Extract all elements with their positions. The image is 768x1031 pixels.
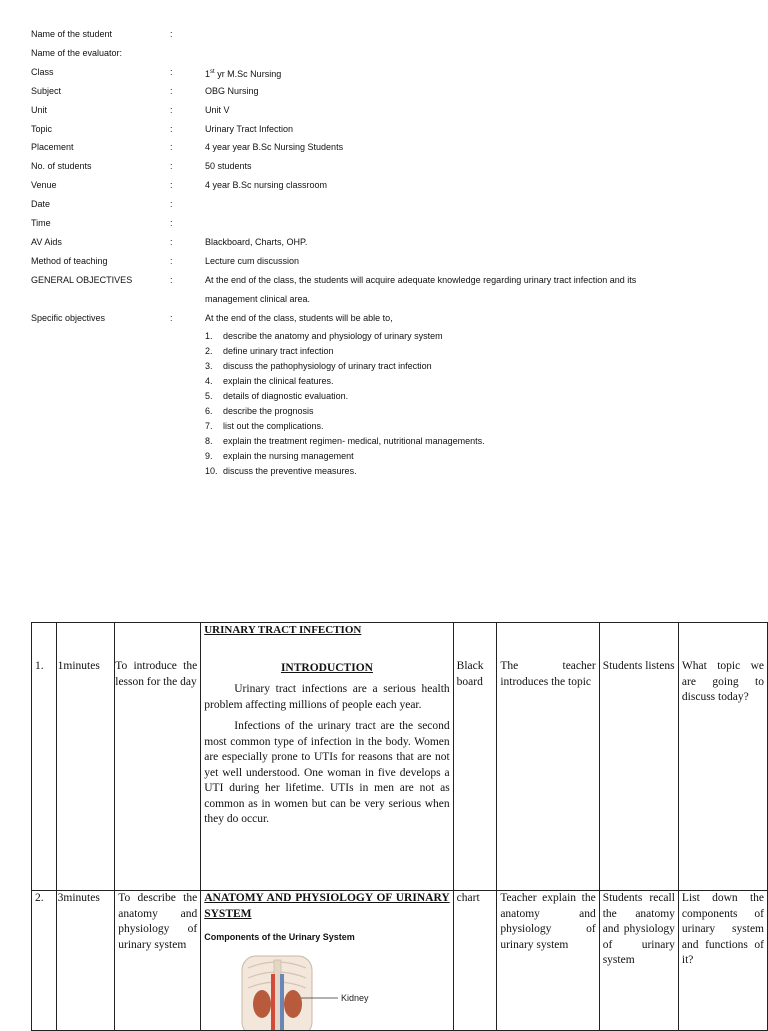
av-aid-cell: chart [453,891,497,1031]
objective-item: 9. explain the nursing management [205,451,354,461]
info-colon: : [170,142,173,152]
info-colon: : [170,275,173,285]
info-value: 4 year B.Sc nursing classroom [205,180,328,190]
info-colon: : [170,124,173,134]
evaluation-cell: What topic we are going to discuss today? [678,623,767,891]
teacher-activity-cell: Teacher explain the anatomy and physiology of urinary system [497,891,599,1031]
info-label: Method of teaching [31,256,108,266]
info-value-continued: management clinical area. [205,294,311,304]
figure-title: Components of the Urinary System [204,932,355,942]
info-value: Blackboard, Charts, OHP. [205,237,308,247]
objective-item: 6. describe the prognosis [205,406,314,416]
content-cell [201,891,453,1031]
urinary-system-figure [204,950,434,1030]
learner-activity-cell: Students listens [599,623,678,891]
right-kidney [284,990,302,1018]
section-heading: URINARY TRACT INFECTION [204,624,362,636]
objective-item: 10. discuss the preventive measures. [205,466,357,476]
info-colon: : [170,256,173,266]
objective-cell: To describe the anatomy and physiology of urinary system [115,891,201,1031]
info-label: AV Aids [31,237,62,247]
lesson-plan-table [31,622,768,1031]
info-value: At the end of the class, students will be able to, [205,313,393,323]
objective-item: 2. define urinary tract infection [205,346,334,356]
info-label: Unit [31,105,48,115]
content-paragraph: Infections of the urinary tract are the second most common type of infection in the body. Women are especially prone to UTIs for reasons that are not yet well understood. One woman in five develops a UTI during her lifetime. UTIs in men are not as common as in women but can be very serious when they do occur. [204,720,450,825]
info-colon: : [170,313,173,323]
info-label: Date [31,199,51,209]
info-label: Class [31,67,54,77]
objectives-list [205,331,485,481]
objective-item: 3. discuss the pathophysiology of urinary tract infection [205,361,432,371]
info-colon: : [170,29,173,39]
left-kidney [253,990,271,1018]
time-cell: 1minutes [56,623,115,891]
objective-item: 1. describe the anatomy and physiology of urinary system [205,331,443,341]
info-colon: : [170,105,173,115]
info-label: GENERAL OBJECTIVES [31,275,133,285]
content-cell [201,623,453,891]
table-heading-row [32,623,768,891]
info-colon: : [170,161,173,171]
info-value: 50 students [205,161,252,171]
info-colon: : [170,86,173,96]
info-value: Unit V [205,105,230,115]
content-paragraph: Urinary tract infections are a serious health problem affecting millions of people each year. [204,683,450,711]
objective-item: 4. explain the clinical features. [205,376,334,386]
sno-cell: 2. [32,891,57,1031]
aorta [271,974,275,1030]
learner-activity-cell: Students recall the anatomy and physiology of urinary system [599,891,678,1031]
info-value: OBG Nursing [205,86,259,96]
info-label: Topic [31,124,53,134]
vena-cava [280,974,284,1030]
info-value: Urinary Tract Infection [205,124,294,134]
introduction-heading: INTRODUCTION [280,661,373,674]
objective-cell: To introduce the lesson for the day [115,623,201,891]
info-label: No. of students [31,161,92,171]
av-aid-cell: Black board [453,623,497,891]
info-label: Subject [31,86,62,96]
info-value: At the end of the class, the students will acquire adequate knowledge regarding urinary tract infection and its [205,275,637,285]
info-label: Venue [31,180,57,190]
info-label: Placement [31,142,74,152]
info-value: 4 year year B.Sc Nursing Students [205,142,344,152]
time-cell: 3minutes [56,891,115,1031]
anatomy-heading: ANATOMY AND PHYSIOLOGY OF URINARY SYSTEM [204,892,450,920]
info-colon: : [170,218,173,228]
info-colon: : [170,180,173,190]
objective-item: 7. list out the complications. [205,421,324,431]
info-colon: : [170,199,173,209]
info-value-class: 1st yr M.Sc Nursing [205,69,282,79]
sno-cell: 1. [32,623,57,891]
info-colon: : [170,237,173,247]
kidney-label: Kidney [341,992,369,1003]
info-label: Name of the evaluator: [31,48,123,58]
info-label: Name of the student [31,29,113,39]
teacher-activity-cell: The teacher introduces the topic [497,623,599,891]
objective-item: 8. explain the treatment regimen- medical, nutritional managements. [205,436,485,446]
spine [274,960,281,1030]
table-row [32,891,768,1031]
info-value: Lecture cum discussion [205,256,300,266]
info-label: Time [31,218,51,228]
ordinal-suffix: st [210,69,215,75]
evaluation-cell: List down the components of urinary system and functions of it? [678,891,767,1031]
info-colon: : [170,67,173,77]
objective-item: 5. details of diagnostic evaluation. [205,391,349,401]
info-label: Specific objectives [31,313,106,323]
